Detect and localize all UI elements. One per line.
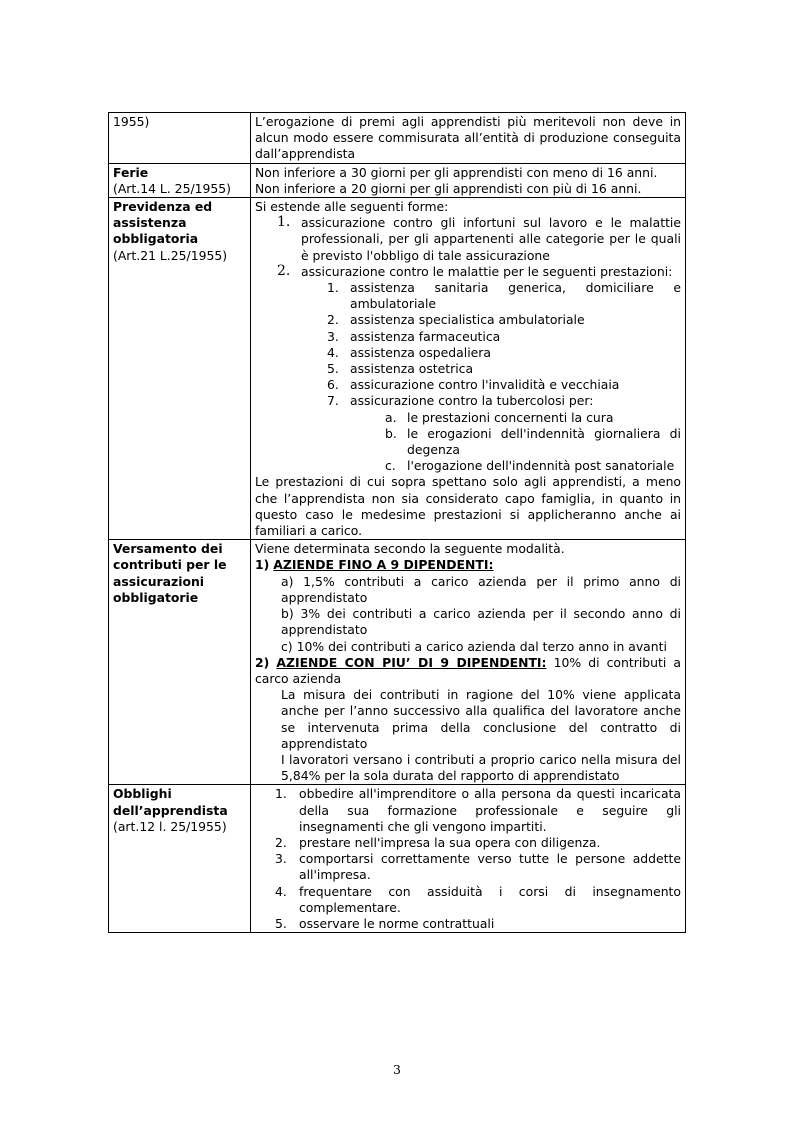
list-number: 2. xyxy=(275,834,287,850)
list-number: 3. xyxy=(327,328,339,344)
list-item xyxy=(255,361,681,377)
table-row-premi xyxy=(109,113,686,164)
list-item xyxy=(255,393,681,409)
table-row-obblighi xyxy=(109,785,686,933)
row-reference: (art.12 l. 25/1955) xyxy=(113,818,227,834)
list-number: 5. xyxy=(327,361,339,377)
page-number: 3 xyxy=(393,1062,401,1077)
list-number: c. xyxy=(385,458,396,474)
table-row-versamento xyxy=(109,540,686,785)
list-number: 4. xyxy=(327,344,339,360)
list-number: 2. xyxy=(327,312,339,328)
list-item xyxy=(255,264,681,280)
section-heading-1 xyxy=(255,557,681,573)
row-heading: Ferie xyxy=(113,164,149,180)
list-item xyxy=(255,312,681,328)
list-item-text: prestare nell'impresa la sua opera con diligenza. xyxy=(299,834,601,850)
ferie-line: Non inferiore a 30 giorni per gli apprendisti con meno di 16 anni. xyxy=(255,164,658,180)
list-number: 3. xyxy=(275,851,287,867)
section-heading-2 xyxy=(255,655,681,687)
contribution-point: a) 1,5% contributi a carico azienda per il primo anno di apprendistato xyxy=(281,573,681,605)
row-label xyxy=(109,198,251,540)
ferie-line: Non inferiore a 20 giorni per gli apprendisti con più di 16 anni. xyxy=(255,180,642,196)
list-item-text: assistenza ostetrica xyxy=(350,361,474,377)
list-item-text: assicurazione contro gli infortuni sul lavoro e le malattie professionali, per gli appartenenti alle categorie per le quali è previsto l'obbligo di tale assicurazione xyxy=(301,215,681,263)
section-title: AZIENDE FINO A 9 DIPENDENTI: xyxy=(273,557,494,573)
list-item xyxy=(255,215,681,264)
list-item xyxy=(255,345,681,361)
list-number: 1. xyxy=(277,214,291,231)
contribution-point: b) 3% dei contributi a carico azienda per il secondo anno di apprendistato xyxy=(281,606,681,638)
list-item-text: assistenza ospedaliera xyxy=(350,344,491,360)
list-item-text: assicurazione contro la tubercolosi per: xyxy=(350,393,594,409)
list-item xyxy=(255,786,681,835)
row-content xyxy=(251,163,686,197)
list-item xyxy=(255,329,681,345)
prestazioni-list xyxy=(255,280,681,410)
list-item-text: le prestazioni concernenti la cura xyxy=(407,409,614,425)
list-item xyxy=(255,916,681,932)
list-item-text: assistenza sanitaria generica, domiciliare e ambulatoriale xyxy=(350,280,681,312)
list-item xyxy=(255,410,681,426)
list-item-text: assicurazione contro l'invalidità e vecchiaia xyxy=(350,377,620,393)
obblighi-list xyxy=(255,786,681,932)
row-label xyxy=(109,540,251,785)
section-rest: 10% di contributi a carco azienda xyxy=(255,654,681,686)
row-label xyxy=(109,113,251,164)
list-number: 7. xyxy=(327,393,339,409)
list-item-text: comportarsi correttamente verso tutte le persone addette all'impresa. xyxy=(299,851,681,883)
versamento-intro: Viene determinata secondo la seguente modalità. xyxy=(255,541,565,557)
list-item-text: obbedire all'imprenditore o alla persona da questi incaricata della sua formazione professionale e seguire gli insegnamenti che gli vengono impartiti. xyxy=(299,786,681,834)
list-item xyxy=(255,377,681,393)
section-title: AZIENDE CON PIU’ DI 9 DIPENDENTI: xyxy=(276,654,547,670)
section-number: 2) xyxy=(255,654,270,670)
premi-text: L’erogazione di premi agli apprendisti più meritevoli non deve in alcun modo essere commisurata all’entità di produzione conseguita dall’apprendista xyxy=(255,114,681,162)
list-item-text: assistenza farmaceutica xyxy=(350,328,501,344)
list-item-text: assicurazione contro le malattie per le seguenti prestazioni: xyxy=(301,263,673,279)
table-row-ferie xyxy=(109,163,686,197)
list-item xyxy=(255,835,681,851)
list-number: 5. xyxy=(275,915,287,931)
list-item-text: osservare le norme contrattuali xyxy=(299,915,495,931)
contribution-point: c) 10% dei contributi a carico azienda dal terzo anno in avanti xyxy=(281,638,667,654)
table-row-previdenza xyxy=(109,198,686,540)
previdenza-intro: Si estende alle seguenti forme: xyxy=(255,199,449,215)
list-item-text: l'erogazione dell'indennità post sanatoriale xyxy=(407,458,675,474)
list-number: 4. xyxy=(275,883,287,899)
list-item-text: le erogazioni dell'indennità giornaliera di degenza xyxy=(407,425,681,458)
row-content xyxy=(251,785,686,933)
list-number: 1. xyxy=(327,280,339,296)
previdenza-closing: Le prestazioni di cui sopra spettano solo agli apprendisti, a meno che l’apprendista non sia considerato capo famiglia, in quanto in questo caso le medesime prestazioni si applicheranno anche ai familiari a carico. xyxy=(255,474,681,539)
list-item-text: assistenza specialistica ambulatoriale xyxy=(350,312,585,328)
row-label-text: 1955) xyxy=(113,114,150,129)
row-heading: Obblighi dell’apprendista xyxy=(113,786,228,818)
row-heading: Versamento dei contributi per le assicurazioni obbligatorie xyxy=(113,541,227,605)
contribution-note: I lavoratori versano i contributi a proprio carico nella misura del 5,84% per la sola durata del rapporto di apprendistato xyxy=(281,751,681,784)
row-content xyxy=(251,198,686,540)
list-item xyxy=(255,851,681,883)
list-item-text: frequentare con assiduità i corsi di insegnamento complementare. xyxy=(299,883,681,915)
list-number: 6. xyxy=(327,377,339,393)
list-number: b. xyxy=(385,425,397,441)
row-reference: (Art.21 L.25/1955) xyxy=(113,247,228,263)
regulation-table xyxy=(108,112,686,933)
section-number: 1) xyxy=(255,557,270,573)
list-number: a. xyxy=(385,409,397,425)
contribution-note: La misura dei contributi in ragione del 10% viene applicata anche per l’anno successivo alla qualifica del lavoratore anche se intervenuta prima della conclusione del contratto di apprendistato xyxy=(281,687,681,751)
list-item xyxy=(255,280,681,312)
row-label xyxy=(109,785,251,933)
list-item xyxy=(255,884,681,916)
list-number: 1. xyxy=(275,786,287,802)
list-item xyxy=(255,426,681,458)
row-content xyxy=(251,113,686,164)
row-heading: Previdenza ed assistenza obbligatoria xyxy=(113,199,213,247)
forms-list xyxy=(255,215,681,280)
list-number: 2. xyxy=(277,262,291,279)
row-content xyxy=(251,540,686,785)
tubercolosi-list xyxy=(255,410,681,475)
list-item xyxy=(255,458,681,474)
row-reference: (Art.14 L. 25/1955) xyxy=(113,180,231,196)
row-label xyxy=(109,163,251,197)
